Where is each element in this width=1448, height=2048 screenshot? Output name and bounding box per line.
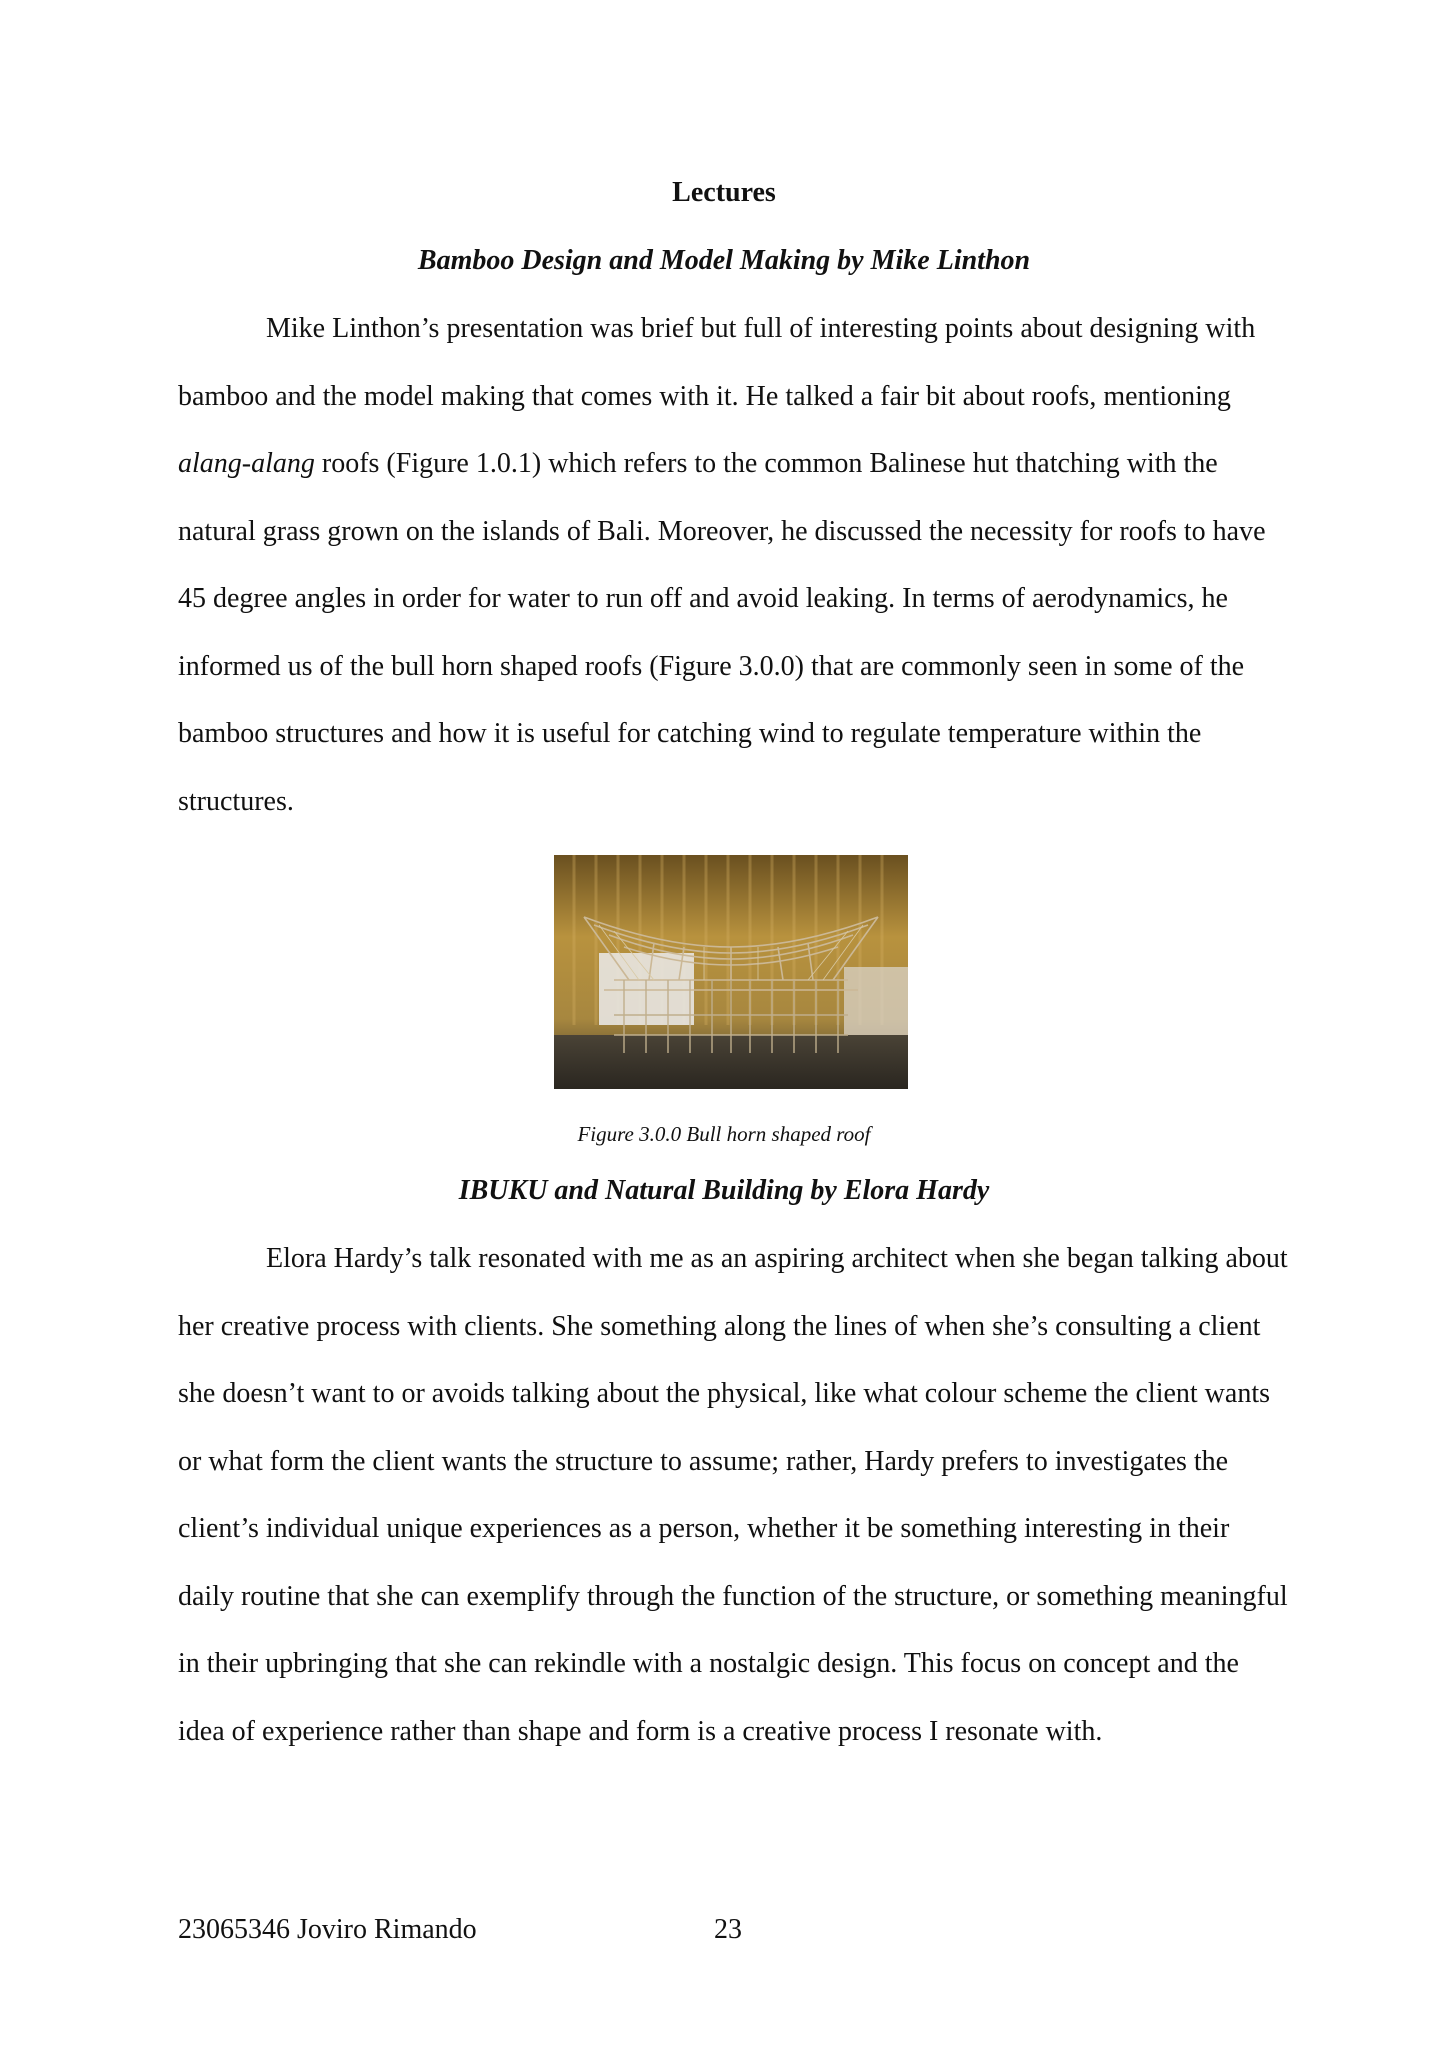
bull-horn-roof-model-image [554, 855, 908, 1089]
footer-author: 23065346 Joviro Rimando [178, 1914, 477, 1945]
lecture-2-paragraph: Elora Hardy’s talk resonated with me as an aspiring architect when she began talking about her creative process with clients. She something along the lines of when she’s consulting a client she doesn’t want to or avoids talking about the physical, like what colour scheme the client wants or what form the client wants the structure to assume; rather, Hardy prefers to investigates the client’s individual unique experiences as a person, whether it be something interesting in their daily routine that she can exemplify through the function of the structure, or something meaningful in their upbringing that she can rekindle with a nostalgic design. This focus on concept and the idea of experience rather than shape and form is a creative process I resonate with. [178, 1243, 1288, 1747]
lecture-1-text-b: roofs (Figure 1.0.1) which refers to the common Balinese hut thatching with the natural grass grown on the islands of Bali. Moreover, he discussed the necessity for roofs to have 45 degree angles in order for water to run off and avoid leaking. In terms of aerodynamics, he informed us of the bull horn shaped roofs (Figure 3.0.0) that are commonly seen in some of the bamboo structures and how it is useful for catching wind to regulate temperature within the structures. [178, 448, 1266, 817]
lecture-1-italic-term: alang-alang [178, 448, 315, 479]
figure-caption: Figure 3.0.0 Bull horn shaped roof [577, 1122, 871, 1146]
lecture-1-text-a: Mike Linthon’s presentation was brief but full of interesting points about designing with bamboo and the model making that comes with it. He talked a fair bit about roofs, mentioning [178, 313, 1256, 412]
section-title: Lectures [672, 177, 776, 208]
page-number: 23 [714, 1914, 742, 1945]
bamboo-model-photo [554, 855, 908, 1089]
lecture-1-title: Bamboo Design and Model Making by Mike Linthon [417, 245, 1031, 276]
lecture-1-paragraph [178, 295, 1290, 835]
lecture-2-title: IBUKU and Natural Building by Elora Hardy [458, 1175, 990, 1206]
